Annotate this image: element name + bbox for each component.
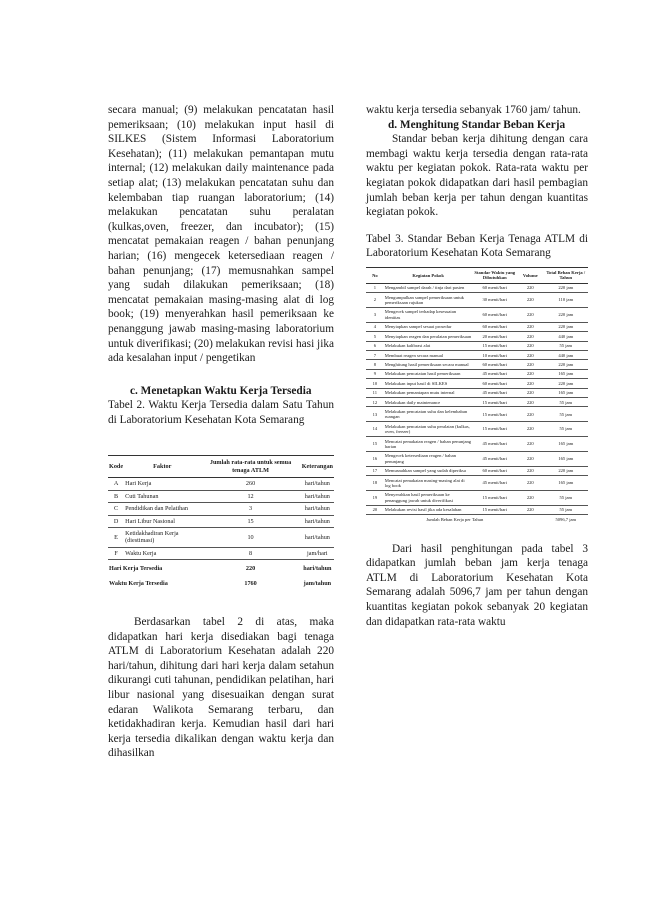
table-header: Keterangan [301, 456, 334, 478]
table-cell-no: 7 [366, 351, 384, 360]
table-cell-jumlah: 15 [200, 515, 300, 527]
table-cell-vol: 220 [517, 322, 544, 331]
table-cell-kode: D [108, 515, 124, 527]
table-cell-kegiatan: Mengumpulkan sampel pemeriksaan untuk pemeriksaan rujukan [384, 293, 473, 308]
table-cell-kode: A [108, 478, 124, 490]
table-row [108, 527, 334, 547]
sum-label: Waktu Kerja Tersedia [109, 579, 168, 587]
table-sum-row [108, 575, 334, 589]
table-row [366, 379, 588, 388]
table-cell-kode: F [108, 547, 124, 559]
table-header: Jumlah rata-rata untuk semua tenaga ATLM [200, 456, 300, 478]
table-cell-total: 440 jam [544, 332, 588, 341]
table-sum-row [108, 560, 334, 575]
body-paragraph: Berdasarkan tabel 2 di atas, maka didapatkan hari kerja disediakan bagi tenaga ATLM di Laboratorium Kesehatan adalah 220 hari/tahun, dihitung dari hari kerja dalam setahun dikurangi cuti tahunan, pendidikan pelatihan, hari libur nasional yang disesuaikan dengan surat edaran Walikota Semarang terbaru, dan ketidakhadiran kerja. Kemudian hasil dari hari kerja tersedia dikalikan dengan waktu kerja dan dihasilkan [108, 615, 334, 760]
table-cell-kegiatan: Mengecek ketersediaan reagen / bahan penunjang [384, 451, 473, 466]
table-cell-no: 6 [366, 341, 384, 350]
table-row [108, 478, 334, 490]
table-row [366, 490, 588, 505]
table-cell-waktu: 60 menit/hari [473, 322, 517, 331]
table-caption: Tabel 3. Standar Beban Kerja Tenaga ATLM di Laboratorium Kesehatan Kota Semarang [366, 232, 588, 260]
table-header: Total Beban Kerja / Tahun [544, 267, 588, 283]
table-header: Kegiatan Pokok [384, 267, 473, 283]
table-cell-waktu: 15 menit/hari [473, 341, 517, 350]
table-cell-jumlah: 10 [200, 527, 300, 547]
table-cell-kegiatan: Melakukan pencatatan suhu peralatan (kulkas, oven, freezer) [384, 422, 473, 437]
table-cell-vol: 220 [517, 388, 544, 397]
table-cell-no: 16 [366, 451, 384, 466]
table-cell-waktu: 45 menit/hari [473, 476, 517, 491]
table-cell-no: 2 [366, 293, 384, 308]
table-cell-faktor: Ketidakhadiran Kerja (diestimasi) [124, 527, 200, 547]
table-cell-kegiatan: Menyiapkan reagen dan peralatan pemeriksaan [384, 332, 473, 341]
table-row [366, 388, 588, 397]
table-cell-no: 14 [366, 422, 384, 437]
section-heading-c: c. Menetapkan Waktu Kerja Tersedia [130, 384, 312, 397]
table-header: Faktor [124, 456, 200, 478]
total-label: Jumlah Beban Kerja per Tahun [426, 516, 484, 522]
table-row [366, 332, 588, 341]
table-row [366, 398, 588, 407]
table-cell-vol: 220 [517, 437, 544, 452]
table-cell-total: 165 jam [544, 451, 588, 466]
table-cell-kegiatan: Melakukan pemantapan mutu internal [384, 388, 473, 397]
table-cell-vol: 220 [517, 351, 544, 360]
left-column [108, 103, 334, 761]
table-cell-total: 220 jam [544, 379, 588, 388]
table-cell-no: 11 [366, 388, 384, 397]
sum-value: 1760 [244, 579, 257, 587]
table-cell-total: 440 jam [544, 351, 588, 360]
table-cell-kegiatan: Melakukan kalibrasi alat [384, 341, 473, 350]
table-cell-vol: 220 [517, 490, 544, 505]
table-row [366, 437, 588, 452]
right-column [366, 103, 588, 629]
table-cell-waktu: 60 menit/hari [473, 379, 517, 388]
table-cell-waktu: 30 menit/hari [473, 293, 517, 308]
table-header: Volume [517, 267, 544, 283]
table-cell-waktu: 60 menit/hari [473, 307, 517, 322]
table-3 [366, 267, 588, 524]
table-cell-no: 13 [366, 407, 384, 422]
table-total-row [366, 515, 588, 524]
table-cell-kegiatan: Melakukan revisi hasil jika ada kesalahan [384, 505, 473, 514]
table-cell-kode: B [108, 490, 124, 502]
table-cell-waktu: 15 menit/hari [473, 398, 517, 407]
table-cell-no: 8 [366, 360, 384, 369]
table-cell-total: 165 jam [544, 388, 588, 397]
table-cell-waktu: 45 menit/hari [473, 451, 517, 466]
table-cell-vol: 220 [517, 422, 544, 437]
table-cell-kegiatan: Menghitung hasil pemeriksaan secara manual [384, 360, 473, 369]
table-cell-faktor: Hari Kerja [124, 478, 200, 490]
table-cell-total: 220 jam [544, 322, 588, 331]
table-cell-waktu: 10 menit/hari [473, 351, 517, 360]
table-cell-kegiatan: Melakukan input hasil di SILKES [384, 379, 473, 388]
table-cell-kegiatan: Memusnahkan sampel yang sudah diperiksa [384, 466, 473, 475]
table-cell-vol: 220 [517, 505, 544, 514]
table-cell-waktu: 15 menit/hari [473, 490, 517, 505]
table-cell-kegiatan: Mencatat pemakaian masing-masing alat di log book [384, 476, 473, 491]
table-cell-waktu: 15 menit/hari [473, 407, 517, 422]
table-cell-no: 5 [366, 332, 384, 341]
table-cell-ket: hari/tahun [301, 490, 334, 502]
table-row [366, 505, 588, 514]
table-row [366, 422, 588, 437]
table-cell-kode: C [108, 503, 124, 515]
table-cell-waktu: 15 menit/hari [473, 505, 517, 514]
total-value: 5096,7 jam [555, 516, 577, 522]
table-cell-no: 19 [366, 490, 384, 505]
table-cell-vol: 220 [517, 360, 544, 369]
table-cell-waktu: 60 menit/hari [473, 360, 517, 369]
table-cell-jumlah: 3 [200, 503, 300, 515]
table-cell-kegiatan: Menyerahkan hasil pemeriksaan ke penanggung jawab untuk diverifikasi [384, 490, 473, 505]
table-cell-total: 165 jam [544, 476, 588, 491]
body-paragraph: waktu kerja tersedia sebanyak 1760 jam/ tahun. [366, 104, 581, 116]
table-cell-no: 18 [366, 476, 384, 491]
table-cell-waktu: 45 menit/hari [473, 437, 517, 452]
table-cell-ket: hari/tahun [301, 478, 334, 490]
table-row [366, 451, 588, 466]
table-cell-kode: E [108, 527, 124, 547]
table-cell-waktu: 60 menit/hari [473, 283, 517, 292]
table-row [366, 369, 588, 378]
table-cell-no: 12 [366, 398, 384, 407]
table-cell-vol: 220 [517, 293, 544, 308]
table-cell-total: 55 jam [544, 398, 588, 407]
table-cell-total: 220 jam [544, 360, 588, 369]
table-row [366, 293, 588, 308]
table-cell-kegiatan: Menyiapkan sampel sesuai prosedur [384, 322, 473, 331]
table-row [108, 490, 334, 502]
table-cell-no: 15 [366, 437, 384, 452]
table-cell-ket: jam/hari [301, 547, 334, 559]
table-cell-total: 165 jam [544, 369, 588, 378]
table-cell-vol: 220 [517, 398, 544, 407]
table-row [108, 547, 334, 559]
sum-unit: jam/tahun [303, 579, 332, 587]
table-cell-waktu: 15 menit/hari [473, 422, 517, 437]
table-row [366, 476, 588, 491]
table-cell-vol: 220 [517, 451, 544, 466]
table-row [366, 407, 588, 422]
table-cell-waktu: 20 menit/hari [473, 332, 517, 341]
table-header: No [366, 267, 384, 283]
table-cell-total: 55 jam [544, 407, 588, 422]
table-cell-jumlah: 8 [200, 547, 300, 559]
table-cell-no: 4 [366, 322, 384, 331]
table-cell-ket: hari/tahun [301, 527, 334, 547]
sum-label: Hari Kerja Tersedia [109, 565, 163, 573]
table-cell-kegiatan: Membuat reagen secara manual [384, 351, 473, 360]
table-cell-no: 10 [366, 379, 384, 388]
table-cell-vol: 220 [517, 283, 544, 292]
table-header: Kode [108, 456, 124, 478]
table-cell-vol: 220 [517, 369, 544, 378]
table-cell-total: 55 jam [544, 341, 588, 350]
table-cell-total: 55 jam [544, 422, 588, 437]
body-paragraph: Dari hasil penghitungan pada tabel 3 didapatkan jumlah beban jam kerja tenaga ATLM di Laboratorium Kesehatan Kota Semarang adalah 5096,7 jam per tahun dengan kuantitas kegiatan pokok sebanyak 20 kegiatan dan didapatkan rata-rata waktu [366, 542, 588, 628]
table-cell-total: 220 jam [544, 307, 588, 322]
table-cell-total: 220 jam [544, 283, 588, 292]
table-cell-no: 1 [366, 283, 384, 292]
table-cell-total: 110 jam [544, 293, 588, 308]
table-caption: Tabel 2. Waktu Kerja Tersedia dalam Satu Tahun di Laboratorium Kesehatan Kota Semarang [108, 399, 334, 426]
table-cell-vol: 220 [517, 379, 544, 388]
table-cell-vol: 220 [517, 307, 544, 322]
table-cell-vol: 220 [517, 332, 544, 341]
body-paragraph: Standar beban kerja dihitung dengan cara membagi waktu kerja tersedia dengan rata-rata waktu per kegiatan pokok. Rata-rata waktu per kegiatan pokok didapatkan dari hasil pembagian jumlah beban kerja per tahun dengan kuantitas kegiatan pokok. [366, 133, 588, 219]
table-row [366, 283, 588, 292]
table-cell-no: 3 [366, 307, 384, 322]
table-cell-vol: 220 [517, 341, 544, 350]
table-row [366, 322, 588, 331]
table-row [108, 503, 334, 515]
table-cell-kegiatan: Melakukan pencatatan hasil pemeriksaan [384, 369, 473, 378]
table-row [366, 307, 588, 322]
table-cell-total: 55 jam [544, 505, 588, 514]
table-row [108, 515, 334, 527]
table-cell-waktu: 45 menit/hari [473, 388, 517, 397]
table-cell-ket: hari/tahun [301, 515, 334, 527]
table-cell-vol: 220 [517, 407, 544, 422]
table-row [366, 466, 588, 475]
sum-unit: hari/tahun [303, 565, 332, 573]
table-cell-no: 20 [366, 505, 384, 514]
table-cell-kegiatan: Mengecek sampel terhadap kesesuaian identitas [384, 307, 473, 322]
table-cell-faktor: Waktu Kerja [124, 547, 200, 559]
table-cell-kegiatan: Melakukan daily maintenance [384, 398, 473, 407]
table-cell-kegiatan: Mengambil sampel darah / tinja dari pasien [384, 283, 473, 292]
table-cell-jumlah: 260 [200, 478, 300, 490]
table-cell-faktor: Cuti Tahunan [124, 490, 200, 502]
table-2 [108, 455, 334, 588]
sum-value: 220 [245, 565, 256, 573]
table-row [366, 341, 588, 350]
table-header: Standar Waktu yang Dibutuhkan [473, 267, 517, 283]
table-cell-waktu: 60 menit/hari [473, 466, 517, 475]
table-cell-waktu: 45 menit/hari [473, 369, 517, 378]
body-paragraph: secara manual; (9) melakukan pencatatan hasil pemeriksaan; (10) melakukan input hasil di SILKES (Sistem Informasi Laboratorium Kesehatan); (11) melakukan pemantapan mutu internal; (12) melakukan daily maintenance pada setiap alat; (13) melakukan pencatatan suhu dan kelembaban tiap ruangan laboratorium; (14) melakukan pencatatan suhu peralatan (kulkas,oven, freezer, dan incubator); (15) mencatat pemakaian reagen / bahan penunjang harian; (16) mengecek ketersediaan reagen / bahan penunjang; (17) memusnahkan sampel yang sudah dilakukan pemeriksaan; (18) mencatat pemakaian masing-masing alat di log book; (19) menyerahkan hasil pemeriksaan ke penanggung jawab masing-masing laboratorium untuk diverifikasi; (20) melakukan revisi hasi jika ada kesalahan input / pengetikan [108, 104, 334, 365]
table-cell-no: 17 [366, 466, 384, 475]
table-cell-kegiatan: Melakukan pencatatan suhu dan kelembaban ruangan [384, 407, 473, 422]
table-cell-faktor: Pendidikan dan Pelatihan [124, 503, 200, 515]
table-row [366, 351, 588, 360]
table-cell-total: 165 jam [544, 437, 588, 452]
table-cell-kegiatan: Mencatat pemakaian reagen / bahan penunjang harian [384, 437, 473, 452]
table-cell-vol: 220 [517, 476, 544, 491]
table-cell-total: 55 jam [544, 490, 588, 505]
table-cell-total: 220 jam [544, 466, 588, 475]
table-cell-no: 9 [366, 369, 384, 378]
table-row [366, 360, 588, 369]
table-cell-ket: hari/tahun [301, 503, 334, 515]
section-heading-d: d. Menghitung Standar Beban Kerja [388, 118, 566, 131]
table-cell-faktor: Hari Libur Nasional [124, 515, 200, 527]
table-cell-vol: 220 [517, 466, 544, 475]
table-cell-jumlah: 12 [200, 490, 300, 502]
